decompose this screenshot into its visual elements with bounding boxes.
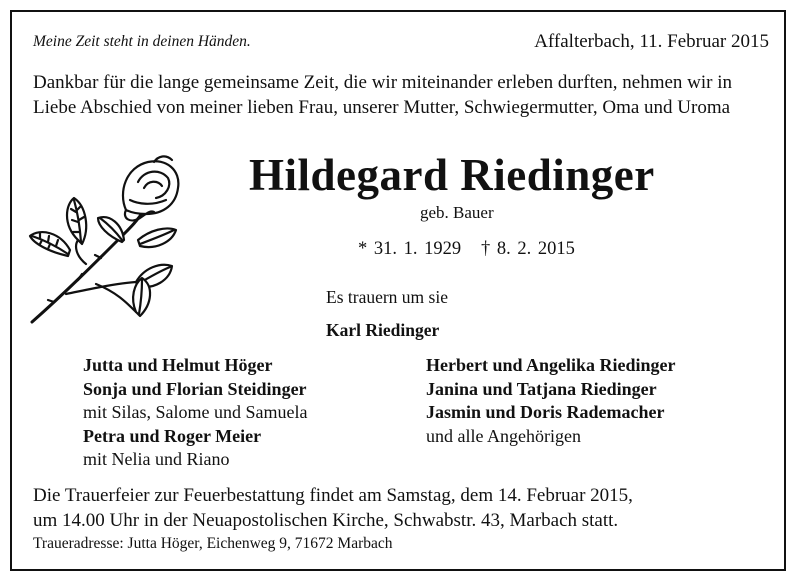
funeral-line-1: Die Trauerfeier zur Feuerbestattung findet am Samstag, dem 14. Februar 2015,	[33, 485, 633, 506]
mourner-line: mit Silas, Salome und Samuela	[83, 402, 308, 422]
mourner-line: mit Nelia und Riano	[83, 449, 230, 469]
mourner-line: Petra und Roger Meier	[83, 425, 262, 446]
place-date: Affalterbach, 11. Februar 2015	[534, 31, 769, 52]
spouse-name: Karl Riedinger	[326, 320, 440, 340]
mourner-line: Jasmin und Doris Rademacher	[426, 402, 665, 422]
funeral-line-2: um 14.00 Uhr in der Neuapostolischen Kirche, Schwabstr. 43, Marbach statt.	[33, 509, 619, 531]
deceased-name: Hildegard Riedinger	[249, 150, 655, 200]
life-dates: * 31. 1. 1929 † 8. 2. 2015	[358, 239, 575, 259]
motto: Meine Zeit steht in deinen Händen.	[33, 33, 251, 50]
intro-text: Dankbar für die lange gemeinsame Zeit, die wir miteinander erleben durften, nehmen wir in Liebe Abschied von meiner lieben Frau, unserer Mutter, Schwiegermutter, Oma und Uroma	[33, 72, 733, 118]
mourners-right-column	[426, 354, 676, 448]
rose-icon	[26, 152, 191, 327]
mourner-line: Janina und Tatjana Riedinger	[426, 378, 657, 399]
mourner-line: und alle Angehörigen	[426, 425, 581, 446]
mourner-line: Jutta und Helmut Höger	[83, 355, 273, 375]
mourner-line: Herbert und Angelika Riedinger	[426, 355, 676, 375]
mourning-address: Traueradresse: Jutta Höger, Eichenweg 9, 71672 Marbach	[33, 535, 393, 552]
maiden-name: geb. Bauer	[420, 203, 494, 222]
mourners-left-column	[83, 354, 307, 472]
funeral-notice	[33, 484, 633, 533]
mourners-intro: Es trauern um sie	[326, 287, 448, 307]
mourner-line: Sonja und Florian Steidinger	[83, 378, 307, 399]
